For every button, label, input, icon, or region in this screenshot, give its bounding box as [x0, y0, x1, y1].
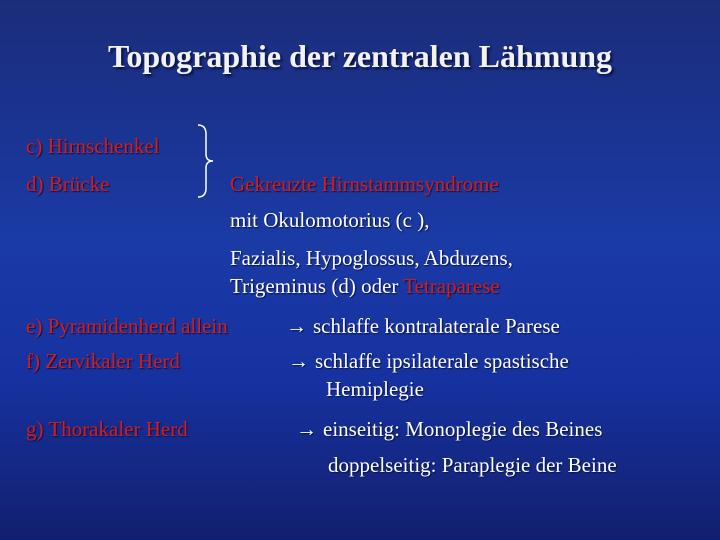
item-d-label: d) Brücke: [26, 172, 110, 196]
item-e-text-line: [286, 314, 560, 338]
item-c-label: c) Hirnschenkel: [26, 134, 160, 158]
arrow-right-icon: →: [296, 417, 317, 441]
item-d-detail3-prefix: Trigeminus (d) oder: [230, 274, 404, 298]
item-g-text2: doppelseitig: Paraplegie der Beine: [328, 453, 617, 477]
item-f-label: f) Zervikaler Herd: [26, 349, 180, 373]
arrow-right-icon: →: [286, 314, 307, 338]
item-e-text: schlaffe kontralaterale Parese: [313, 314, 560, 338]
item-e-label: e) Pyramidenherd allein: [26, 314, 228, 338]
curly-brace-icon: [196, 124, 216, 198]
item-g-label: g) Thorakaler Herd: [26, 417, 188, 441]
item-f-text: schlaffe ipsilaterale spastische: [315, 349, 569, 373]
item-f-text-line: [288, 349, 569, 373]
item-d-detail3-red: Tetraparese: [403, 274, 500, 298]
item-d-detail1: mit Okulomotorius (c ),: [230, 208, 430, 232]
item-g-text-line: [296, 417, 602, 441]
arrow-right-icon: →: [288, 349, 309, 373]
item-d-detail3: [230, 274, 500, 298]
slide-title: Topographie der zentralen Lähmung: [107, 38, 613, 74]
item-g-text: einseitig: Monoplegie des Beines: [323, 417, 603, 441]
item-d-syndrome: Gekreuzte Hirnstammsyndrome: [230, 172, 499, 196]
item-f-text2: Hemiplegie: [326, 377, 424, 401]
item-d-detail2: Fazialis, Hypoglossus, Abduzens,: [230, 246, 513, 270]
